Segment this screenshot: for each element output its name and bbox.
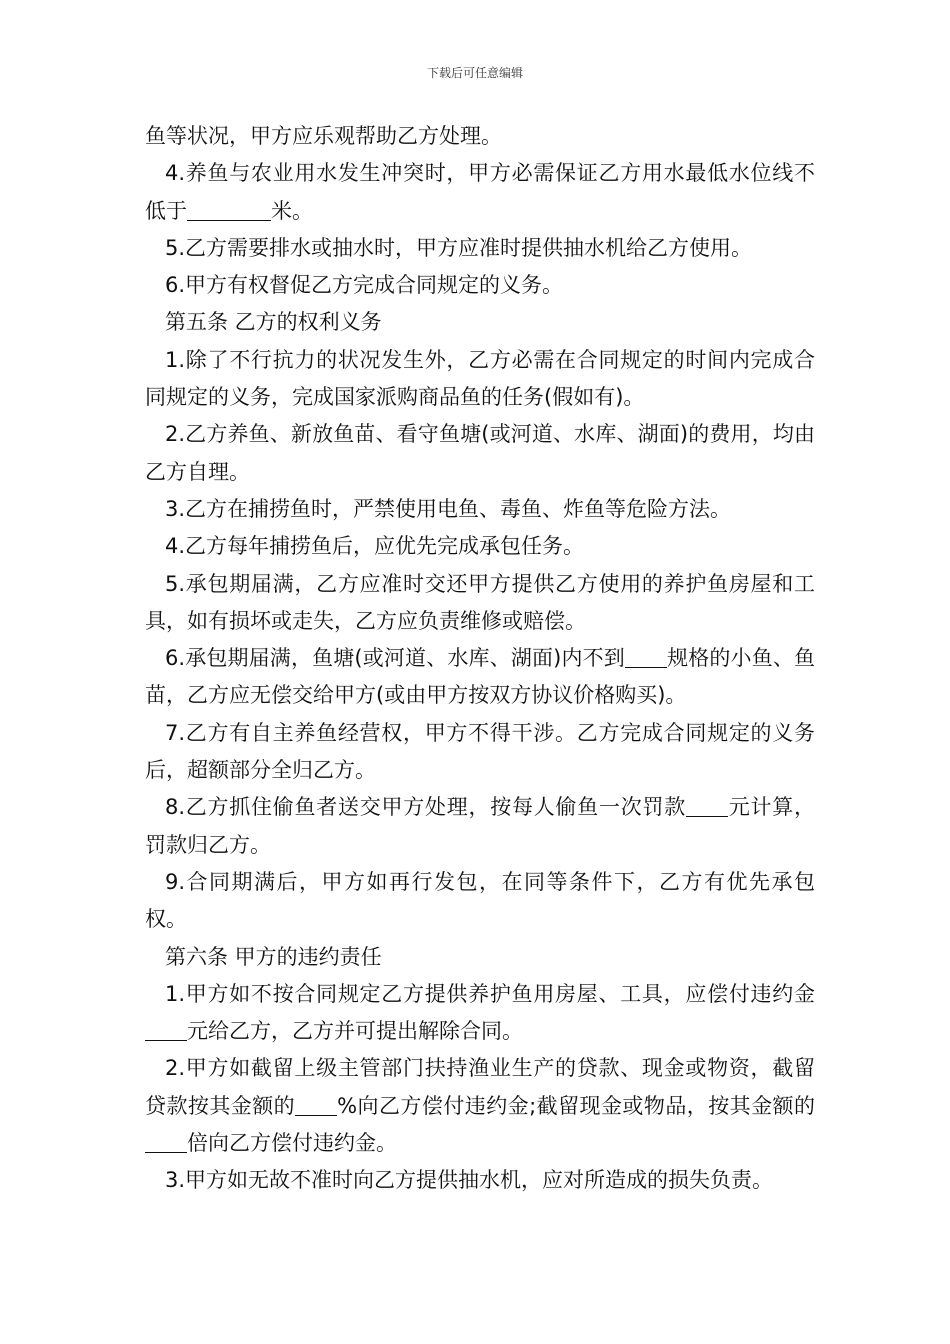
paragraph-a6-2 (145, 1050, 815, 1162)
fill-in-blank (145, 1019, 187, 1041)
paragraph-text: 倍向乙方偿付违约金。 (187, 1131, 397, 1156)
fill-in-blank (625, 646, 667, 668)
paragraph-text: 元计算，罚款归乙方。 (145, 795, 815, 857)
paragraph-a4-5 (145, 230, 815, 267)
paragraph-text: 第五条 乙方的权利义务 (165, 310, 382, 335)
document-body (145, 118, 815, 1200)
paragraph-text: %向乙方偿付违约金;截留现金或物品，按其金额的 (337, 1093, 816, 1118)
paragraph-a6-3 (145, 1162, 815, 1199)
paragraph-text: 6.承包期届满，鱼塘(或河道、水库、湖面)内不到 (165, 646, 625, 671)
paragraph-text: 5.承包期届满，乙方应准时交还甲方提供乙方使用的养护鱼房屋和工具，如有损坏或走失，乙方应负责维修或赔偿。 (145, 571, 815, 633)
paragraph-a5-8 (145, 789, 815, 864)
paragraph-art6 (145, 939, 815, 976)
paragraph-a5-1 (145, 342, 815, 417)
paragraph-text: 1.除了不行抗力的状况发生外，乙方必需在合同规定的时间内完成合同规定的义务，完成国家派购商品鱼的任务(假如有)。 (145, 347, 815, 410)
paragraph-text: 3.甲方如无故不准时向乙方提供抽水机，应对所造成的损失负责。 (165, 1168, 774, 1193)
paragraph-a4-6 (145, 267, 815, 304)
paragraph-a5-5 (145, 566, 815, 641)
paragraph-a6-1 (145, 976, 815, 1051)
paragraph-text: 第六条 甲方的违约责任 (165, 944, 382, 969)
paragraph-a5-3 (145, 491, 815, 528)
paragraph-a5-2 (145, 416, 815, 491)
paragraph-text: 4.乙方每年捕捞鱼后，应优先完成承包任务。 (165, 534, 585, 559)
paragraph-a5-9 (145, 864, 815, 939)
fill-in-blank (686, 795, 728, 817)
paragraph-text: 1.甲方如不按合同规定乙方提供养护鱼用房屋、工具，应偿付违约金 (165, 981, 815, 1006)
paragraph-text: 5.乙方需要排水或抽水时，甲方应准时提供抽水机给乙方使用。 (165, 235, 753, 260)
paragraph-text: 鱼等状况，甲方应乐观帮助乙方处理。 (145, 124, 502, 148)
page-header-note: 下载后可任意编辑 (426, 66, 523, 80)
paragraph-text: 元给乙方，乙方并可提出解除合同。 (187, 1019, 523, 1044)
paragraph-text: 2.乙方养鱼、新放鱼苗、看守鱼塘(或河道、水库、湖面)的费用，均由乙方自理。 (145, 422, 815, 484)
paragraph-a4-4 (145, 155, 815, 230)
paragraph-text: 2.甲方如截留上级主管部门扶持渔业生产的贷款、现金或物资，截留贷款按其金额的 (145, 1056, 815, 1118)
paragraph-text: 3.乙方在捕捞鱼时，严禁使用电鱼、毒鱼、炸鱼等危险方法。 (165, 496, 732, 521)
fill-in-blank (187, 199, 271, 221)
paragraph-a5-7 (145, 715, 815, 790)
paragraph-text: 4.养鱼与农业用水发生冲突时，甲方必需保证乙方用水最低水位线不低于 (145, 161, 815, 223)
paragraph-text: 9.合同期满后，甲方如再行发包，在同等条件下，乙方有优先承包权。 (145, 869, 815, 932)
fill-in-blank (295, 1094, 337, 1116)
paragraph-art5 (145, 304, 815, 341)
paragraph-cont (145, 118, 815, 155)
paragraph-text: 8.乙方抓住偷鱼者送交甲方处理，按每人偷鱼一次罚款 (165, 795, 686, 820)
paragraph-text: 6.甲方有权督促乙方完成合同规定的义务。 (165, 273, 564, 298)
paragraph-text: 米。 (271, 198, 313, 223)
paragraph-text: 规格的小鱼、鱼苗，乙方应无偿交给甲方(或由甲方按双方协议价格购买)。 (145, 646, 816, 708)
paragraph-a5-6 (145, 640, 815, 715)
fill-in-blank (145, 1131, 187, 1153)
paragraph-a5-4 (145, 528, 815, 565)
paragraph-text: 7.乙方有自主养鱼经营权，甲方不得干涉。乙方完成合同规定的义务后，超额部分全归乙方。 (145, 720, 815, 783)
